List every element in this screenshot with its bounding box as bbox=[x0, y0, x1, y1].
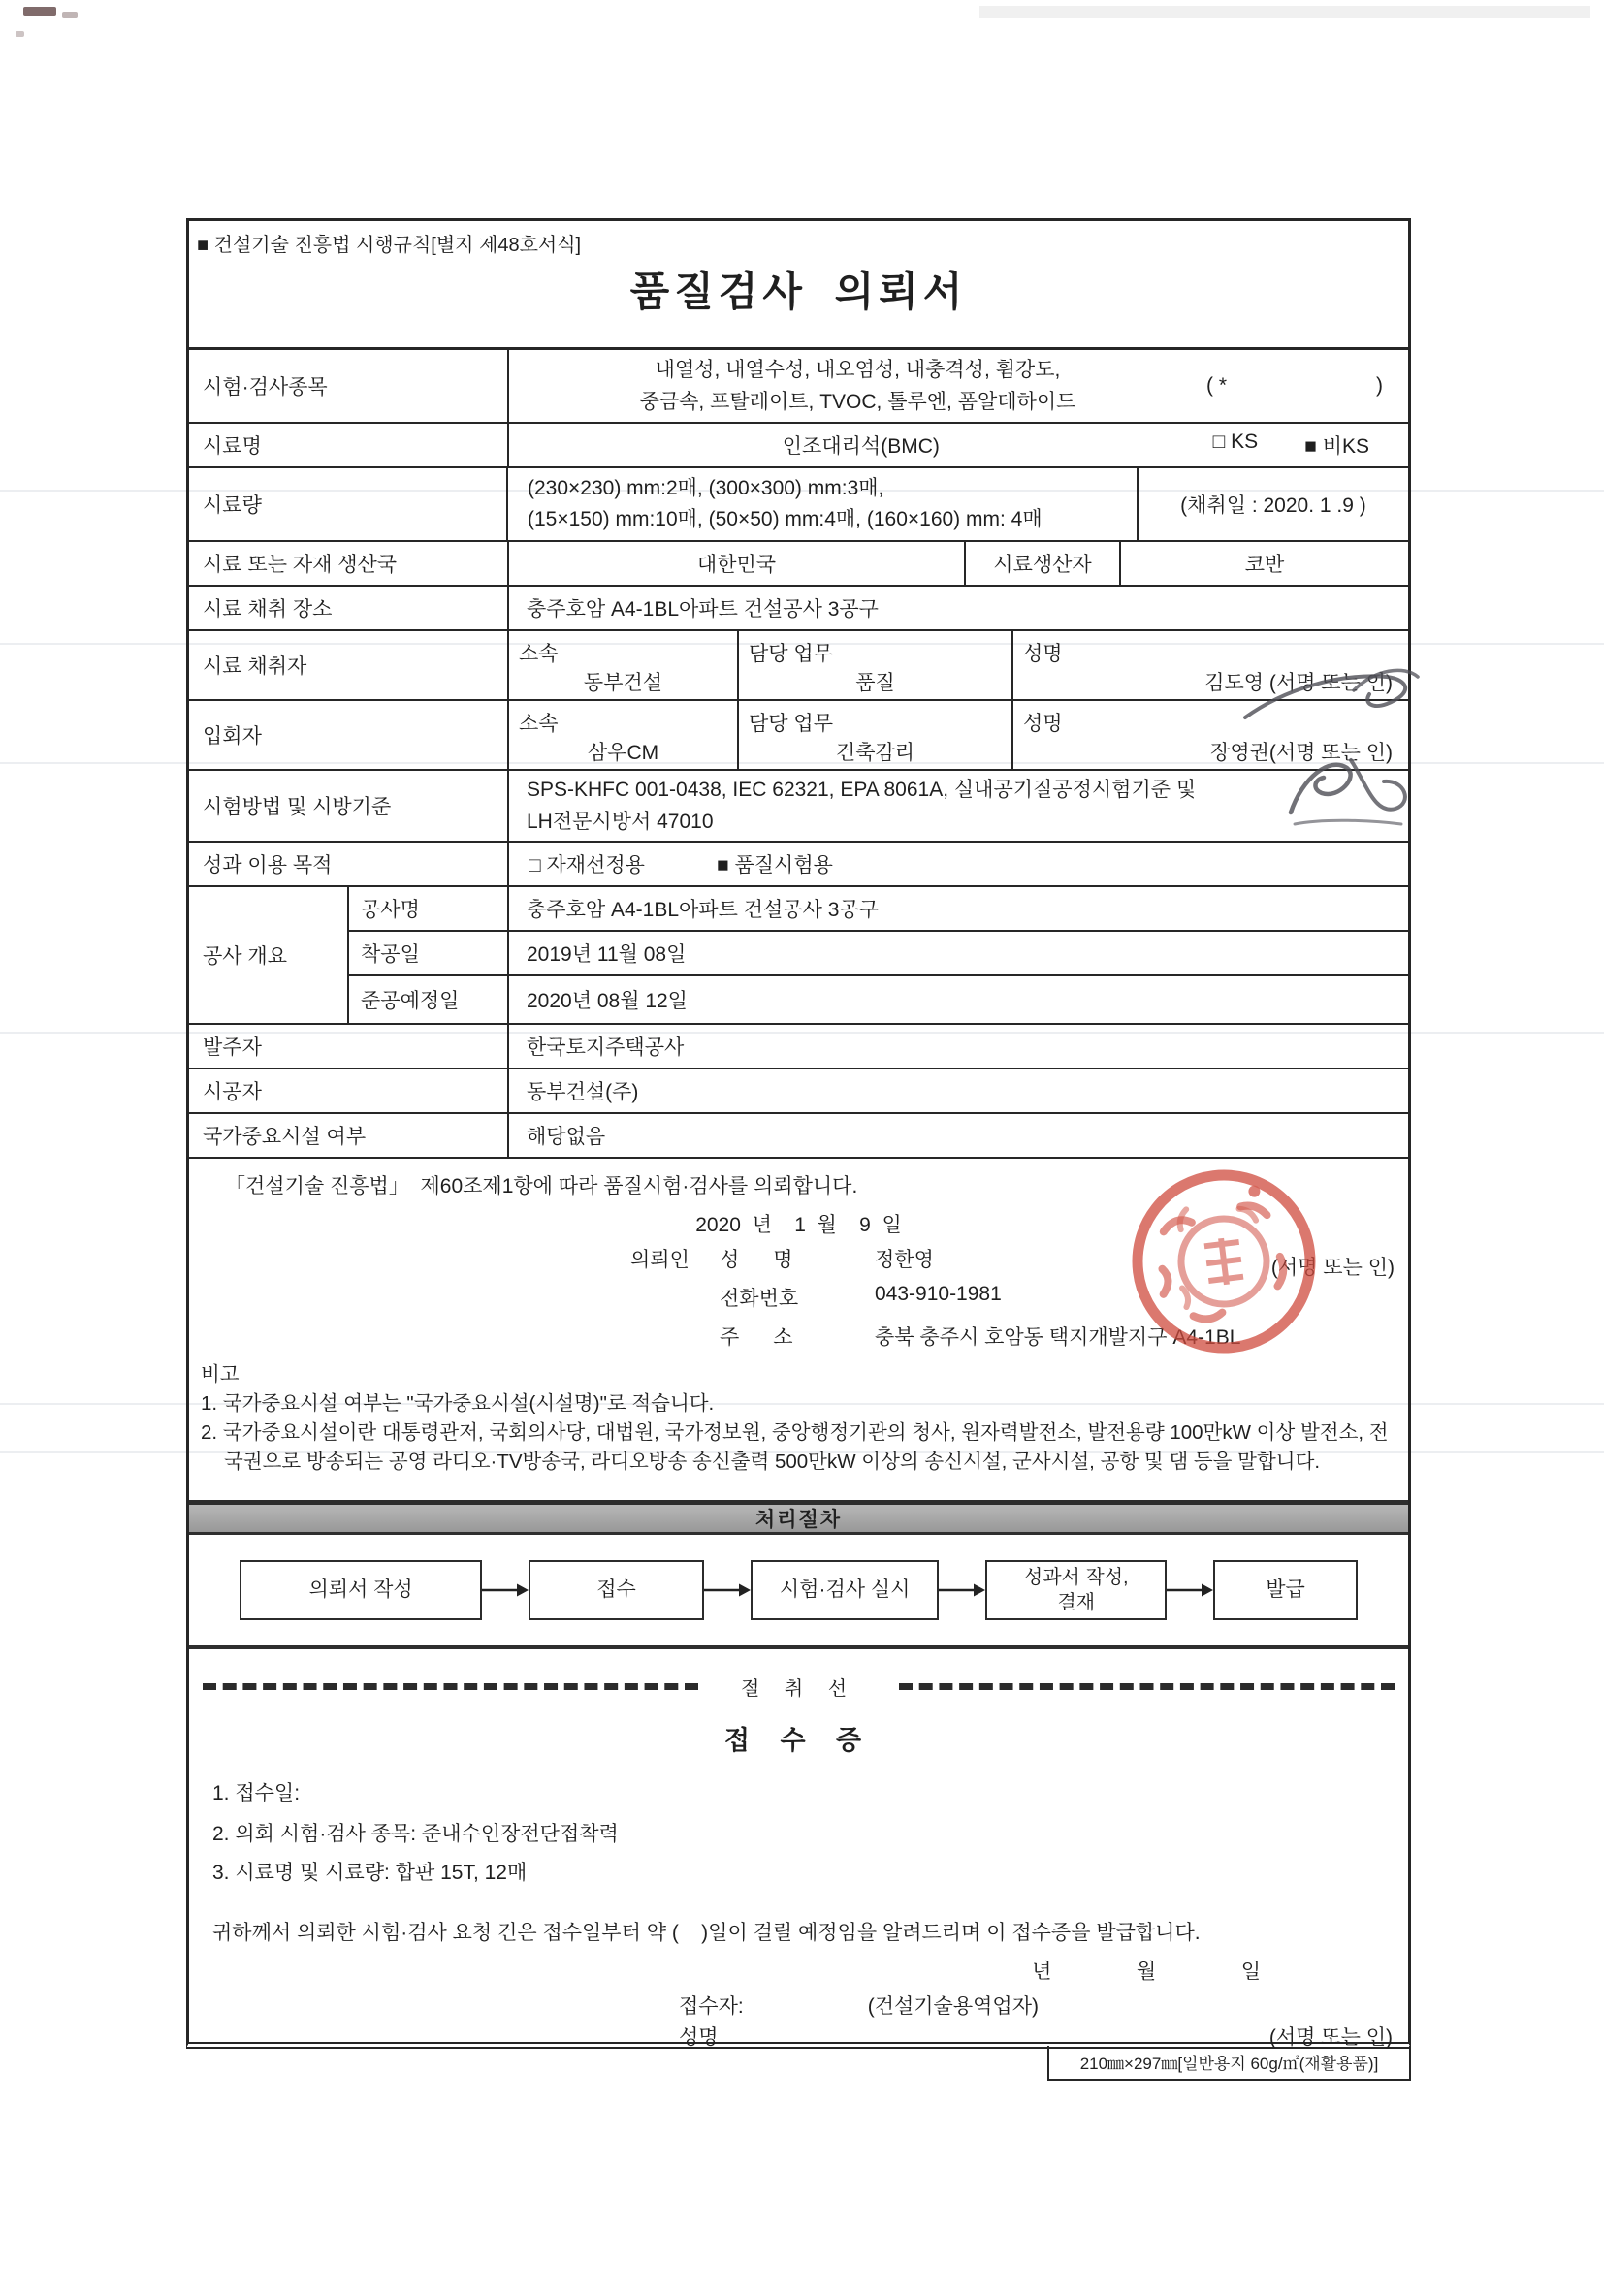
material-selection-checkbox: □ 자재선정용 bbox=[529, 854, 645, 877]
table-row-collector bbox=[189, 631, 1408, 701]
signature-note: (서명 또는 인) bbox=[1270, 1257, 1395, 1279]
receipt-receiver-row bbox=[679, 1991, 1039, 2020]
requester-phone-row: 전화번호 043-910-1981 bbox=[720, 1283, 1002, 1310]
flow-arrow-icon bbox=[482, 1582, 529, 1598]
scan-smudge bbox=[979, 6, 1590, 18]
cut-line-dashes bbox=[203, 1683, 698, 1690]
scan-speck bbox=[23, 7, 56, 16]
flow-step-issue: 발급 bbox=[1213, 1560, 1358, 1620]
requester-phone: 043-910-1981 bbox=[875, 1283, 1002, 1305]
remarks-section bbox=[189, 1353, 1408, 1500]
flow-step-test: 시험·검사 실시 bbox=[751, 1560, 940, 1620]
witness-dept-cell: 소속 삼우CM bbox=[509, 701, 739, 769]
row-label: 시료명 bbox=[189, 424, 509, 466]
collector-dept-cell: 소속 동부건설 bbox=[509, 631, 739, 699]
witness-name: 장영권(서명 또는 인) bbox=[1210, 742, 1393, 764]
row-label: 시료 채취 장소 bbox=[189, 587, 509, 629]
table-row-sample-qty bbox=[189, 468, 1408, 542]
collector-duty-cell: 담당 업무 품질 bbox=[739, 631, 1013, 699]
cut-line-dashes bbox=[899, 1683, 1395, 1690]
scan-speck bbox=[62, 12, 78, 18]
owner-value: 한국토지주택공사 bbox=[527, 1036, 685, 1059]
cut-line bbox=[203, 1673, 1395, 1701]
method-value: SPS-KHFC 001-0438, IEC 62321, EPA 8061A, 실내공기질공정시험기준 및 LH전문시방서 47010 bbox=[527, 779, 1197, 833]
project-name-row: 공사명 충주호암 A4-1BL아파트 건설공사 3공구 bbox=[349, 887, 1408, 932]
table-row-owner bbox=[189, 1025, 1408, 1069]
cut-line-label: 절 취 선 bbox=[740, 1678, 857, 1700]
receipt-section bbox=[189, 1649, 1408, 2049]
remarks-item-1: 1. 국가중요시설 여부는 "국가중요시설(시설명)"로 적습니다. bbox=[201, 1392, 715, 1415]
receipt-notice: 귀하께서 의뢰한 시험·검사 요청 건은 접수일부터 약 ( )일이 걸릴 예정임을 알려드리며 이 접수증을 발급합니다. bbox=[212, 1922, 1201, 1944]
table-row-national-facility bbox=[189, 1114, 1408, 1159]
constructor-value: 동부건설(주) bbox=[527, 1081, 639, 1103]
sample-name-value bbox=[509, 424, 1408, 466]
form-header bbox=[189, 221, 1408, 347]
receipt-item-1: 1. 접수일: bbox=[212, 1782, 301, 1804]
row-label: 입회자 bbox=[189, 701, 509, 769]
project-end-date: 2020년 08월 12일 bbox=[527, 990, 688, 1012]
collector-name: 김도영 (서명 또는 인) bbox=[1204, 672, 1393, 694]
ks-checkbox: □ KS bbox=[1212, 430, 1259, 453]
test-items-value bbox=[509, 350, 1408, 422]
sample-qty-value: (230×230) mm:2매, (300×300) mm:3매, (15×150) mm:10매, (50×50) mm:4매, (160×160) mm: 4매 bbox=[508, 468, 1139, 540]
row-label: 시료 또는 자재 생산국 bbox=[189, 542, 509, 585]
red-seal-stamp bbox=[1118, 1156, 1330, 1367]
flow-arrow-icon bbox=[1167, 1582, 1213, 1598]
flow-step-report: 성과서 작성, 결재 bbox=[985, 1560, 1167, 1620]
receiver-label: 접수자: bbox=[679, 1995, 744, 2018]
requester-address: 충북 충주시 호암동 택지개발지구 A4-1BL bbox=[875, 1326, 1241, 1349]
requester-name-row: 의뢰인 성 명 정한영 bbox=[630, 1244, 934, 1273]
project-start-row: 착공일 2019년 11월 08일 bbox=[349, 932, 1408, 976]
flow-step-receive: 접수 bbox=[529, 1560, 704, 1620]
table-row-constructor bbox=[189, 1069, 1408, 1114]
requester-label: 의뢰인 bbox=[630, 1249, 690, 1271]
table-row-origin bbox=[189, 542, 1408, 587]
purpose-options bbox=[509, 843, 1408, 885]
sample-name-text: 인조대리석(BMC) bbox=[782, 435, 940, 458]
ks-checkbox-group bbox=[1213, 430, 1408, 460]
table-row-sample-place bbox=[189, 587, 1408, 631]
receipt-signature-note: (서명 또는 인) bbox=[1268, 2026, 1393, 2049]
main-table bbox=[189, 347, 1408, 1159]
row-label: 시료 채취자 bbox=[189, 631, 509, 699]
table-row-method bbox=[189, 771, 1408, 843]
table-row-test-items bbox=[189, 350, 1408, 424]
flow-arrow-icon bbox=[704, 1582, 751, 1598]
row-label: 시험·검사종목 bbox=[189, 350, 509, 422]
flow-arrow-icon bbox=[939, 1582, 985, 1598]
row-label: 국가중요시설 여부 bbox=[189, 1114, 509, 1157]
producer-value: 코반 bbox=[1244, 554, 1285, 576]
receipt-date-blank: 년 월 일 bbox=[1032, 1961, 1261, 1983]
quality-test-checkbox: ■ 품질시험용 bbox=[716, 854, 833, 877]
regulation-note: ■ 건설기술 진흥법 시행규칙[별지 제48호서식] bbox=[197, 235, 582, 256]
receiver-org: (건설기술용역업자) bbox=[867, 1995, 1039, 2018]
sample-place-value: 충주호암 A4-1BL아파트 건설공사 3공구 bbox=[527, 598, 879, 621]
table-row-project bbox=[189, 887, 1408, 1025]
quality-inspection-request-form bbox=[186, 218, 1411, 2049]
producer-label: 시료생산자 bbox=[966, 542, 1121, 585]
paper-size-footer: 210㎜×297㎜[일반용지 60g/㎡(재활용품)] bbox=[1047, 2046, 1411, 2081]
row-label: 시험방법 및 시방기준 bbox=[189, 771, 509, 841]
row-label: 시료량 bbox=[189, 468, 508, 540]
national-facility-value: 해당없음 bbox=[527, 1126, 606, 1148]
flow-step-write-request: 의뢰서 작성 bbox=[240, 1560, 482, 1620]
table-row-sample-name bbox=[189, 424, 1408, 468]
table-row-purpose bbox=[189, 843, 1408, 887]
row-label: 시공자 bbox=[189, 1069, 509, 1112]
row-label: 성과 이용 목적 bbox=[189, 843, 509, 885]
request-statement bbox=[189, 1159, 1408, 1353]
origin-country: 대한민국 bbox=[509, 542, 966, 585]
requester-address-row: 주 소 충북 충주시 호암동 택지개발지구 A4-1BL bbox=[630, 1322, 1240, 1351]
witness-duty-cell: 담당 업무 건축감리 bbox=[739, 701, 1013, 769]
non-ks-checkbox: ■ 비KS bbox=[1304, 435, 1369, 458]
receipt-name-label: 성명 bbox=[679, 2026, 719, 2049]
receipt-item-2: 2. 의회 시험·검사 종목: 준내수인장전단접착력 bbox=[212, 1823, 619, 1845]
statement-date: 2020 년 1 월 9 일 bbox=[695, 1214, 902, 1236]
witness-name-cell: 성명 장영권(서명 또는 인) bbox=[1013, 701, 1408, 769]
project-name: 충주호암 A4-1BL아파트 건설공사 3공구 bbox=[527, 899, 879, 921]
declaration-text: 「건설기술 진흥법」 제60조제1항에 따라 품질시험·검사를 의뢰합니다. bbox=[225, 1175, 858, 1197]
row-label: 발주자 bbox=[189, 1025, 509, 1068]
process-flow-diagram bbox=[189, 1535, 1408, 1649]
project-end-row: 준공예정일 2020년 08월 12일 bbox=[349, 976, 1408, 1023]
remarks-item-2: 2. 국가중요시설이란 대통령관저, 국회의사당, 대법원, 국가정보원, 중앙행정기관의 청사, 원자력발전소, 발전용량 100만kW 이상 발전소, 전국권으로 방송되는 공영 라디오·TV방송국, 라디오방송 송신출력 500만kW 이상의 송신시설, 군사시설, 공항 및 댐 등을 말합니다. bbox=[201, 1421, 1389, 1473]
row-label: 공사 개요 bbox=[189, 887, 349, 1023]
receipt-item-3: 3. 시료명 및 시료량: 합판 15T, 12매 bbox=[212, 1862, 528, 1884]
collector-name-cell: 성명 김도영 (서명 또는 인) bbox=[1013, 631, 1408, 699]
project-start-date: 2019년 11월 08일 bbox=[527, 943, 687, 966]
requester-name: 정한영 bbox=[875, 1249, 934, 1271]
table-row-witness bbox=[189, 701, 1408, 771]
remarks-title: 비고 bbox=[201, 1363, 240, 1386]
project-subrows bbox=[349, 887, 1408, 1023]
scan-speck bbox=[16, 31, 24, 37]
test-items-text: 내열성, 내열수성, 내오염성, 내충격성, 휨강도, 중금속, 프탈레이트, TVOC, 톨루엔, 폼알데하이드 bbox=[639, 359, 1076, 413]
receipt-title: 접 수 증 bbox=[723, 1726, 874, 1755]
asterisk-note: ( * ) bbox=[1206, 374, 1383, 397]
collect-date: (채취일 : 2020. 1 .9 ) bbox=[1180, 494, 1366, 517]
process-title-bar: 처리절차 bbox=[189, 1500, 1408, 1535]
page-title: 품질검사 의뢰서 bbox=[629, 269, 968, 314]
